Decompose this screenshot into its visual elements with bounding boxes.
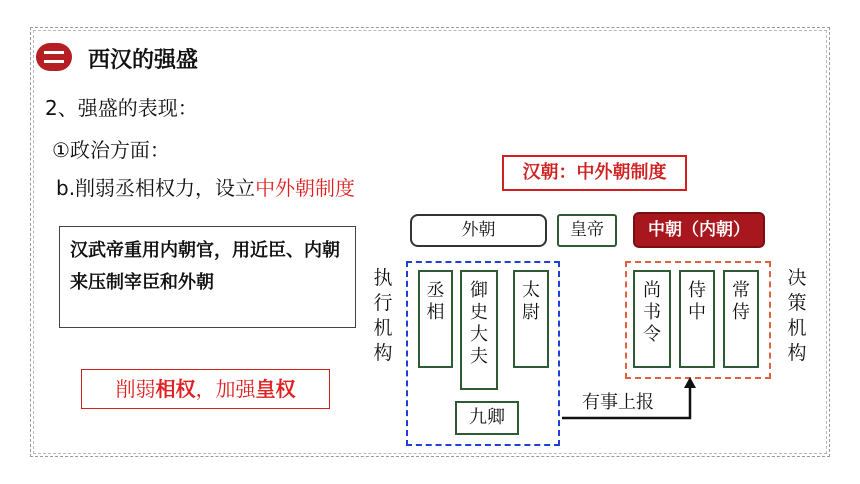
subheading: 2、强盛的表现：: [45, 96, 198, 120]
label-char: 机: [787, 317, 807, 339]
note-box: 汉武帝重用内朝官，用近臣、内朝来压制宰臣和外朝: [59, 226, 356, 328]
official-char: 侍: [732, 302, 750, 323]
point-b-highlight: 中外朝制度: [255, 176, 356, 200]
label-char: 策: [787, 292, 807, 314]
outer-court-box: 外朝: [410, 214, 547, 247]
official-char: 史: [470, 302, 488, 323]
label-char: 决: [787, 267, 807, 289]
summary-part-1: 削弱: [115, 377, 156, 401]
politics-heading: ①政治方面：: [52, 138, 170, 162]
label-char: 机: [373, 317, 393, 339]
point-b-text: b.削弱丞相权力，设立: [56, 176, 256, 200]
official-char: 侍: [688, 280, 706, 301]
official-char: 夫: [470, 346, 488, 367]
official-char: 令: [643, 324, 661, 345]
official-char: 大: [470, 324, 488, 345]
official-char: 御: [470, 280, 488, 301]
section-title: 西汉的强盛: [88, 48, 199, 73]
official-char: 书: [643, 302, 661, 323]
summary-part-4: 皇权: [255, 377, 296, 401]
diagram-title: 汉朝：中外朝制度: [502, 155, 687, 191]
label-char: 行: [373, 292, 393, 314]
official-char: 丞: [426, 280, 445, 301]
summary-part-2: 相权: [155, 377, 196, 401]
report-arrow-line: [562, 385, 690, 418]
label-char: 构: [373, 342, 393, 364]
official-char: 太: [522, 280, 540, 301]
label-char: 执: [373, 267, 393, 289]
official-char: 尉: [522, 302, 540, 323]
inner-court-box: 中朝（内朝）: [633, 212, 765, 248]
summary-part-3: ，加强: [195, 377, 256, 401]
official-char: 中: [688, 302, 706, 323]
official-char: 常: [732, 280, 750, 301]
report-label: 有事上报: [582, 392, 654, 413]
nine-ministers-box: 九卿: [455, 401, 519, 435]
report-arrow-head: [684, 377, 696, 388]
label-char: 构: [787, 342, 807, 364]
emperor-box: 皇帝: [557, 214, 617, 247]
official-char: 相: [426, 302, 445, 323]
official-char: 尚: [643, 280, 661, 301]
